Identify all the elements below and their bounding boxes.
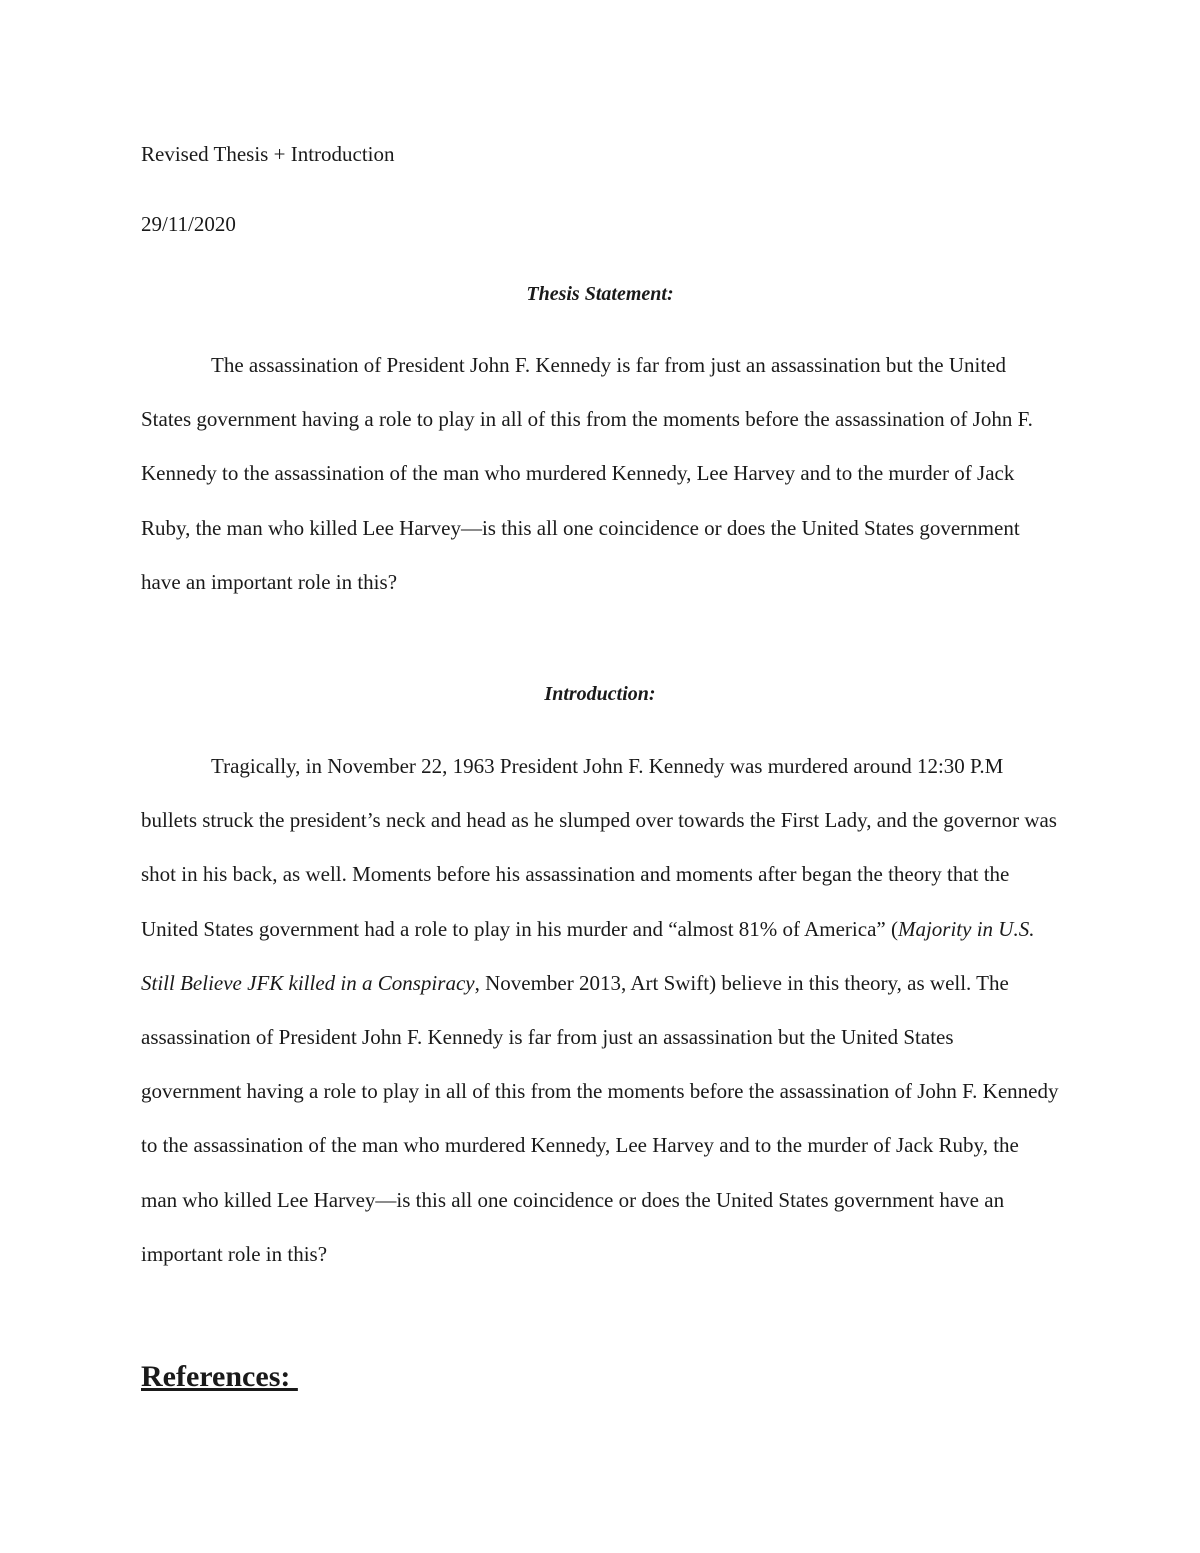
document-date: 29/11/2020 xyxy=(141,212,236,236)
thesis-paragraph: The assassination of President John F. Kennedy is far from just an assassination but the United States government having a role to play in all of this from the moments before the assassination of John F. Kennedy to the assassination of the man who murdered Kennedy, Lee Harvey and to the murder of Jack Ruby, the man who killed Lee Harvey—is this all one coincidence or does the United States government have an important role in this? xyxy=(141,353,1033,594)
thesis-heading: Thesis Statement: xyxy=(526,283,674,305)
references-heading: References: xyxy=(141,1360,298,1393)
citation-title: Majority in U.S. Still Believe JFK killed in a Conspiracy xyxy=(141,916,1035,995)
introduction-text-part2: , November 2013, Art Swift) believe in this theory, as well. The assassination of President John F. Kennedy is far from just an assassination but the United States government having a role to play in all of this from the moments before the assassination of John F. Kennedy to the assassination of the man who murdered Kennedy, Lee Harvey and to the murder of Jack Ruby, the man who killed Lee Harvey—is this all one coincidence or does the United States government have an important role in this? xyxy=(141,970,1059,1266)
introduction-heading: Introduction: xyxy=(544,683,656,705)
introduction-text-part1: Tragically, in November 22, 1963 President John F. Kennedy was murdered around 12:30 P.M bullets struck the president’s neck and head as he slumped over towards the First Lady, and the governor was shot in his back, as well. Moments before his assassination and moments after began the theory that the United States government had a role to play in his murder and “almost 81% of America” ( xyxy=(141,754,1057,941)
document-title: Revised Thesis + Introduction xyxy=(141,142,395,166)
introduction-paragraph xyxy=(141,739,1059,1281)
